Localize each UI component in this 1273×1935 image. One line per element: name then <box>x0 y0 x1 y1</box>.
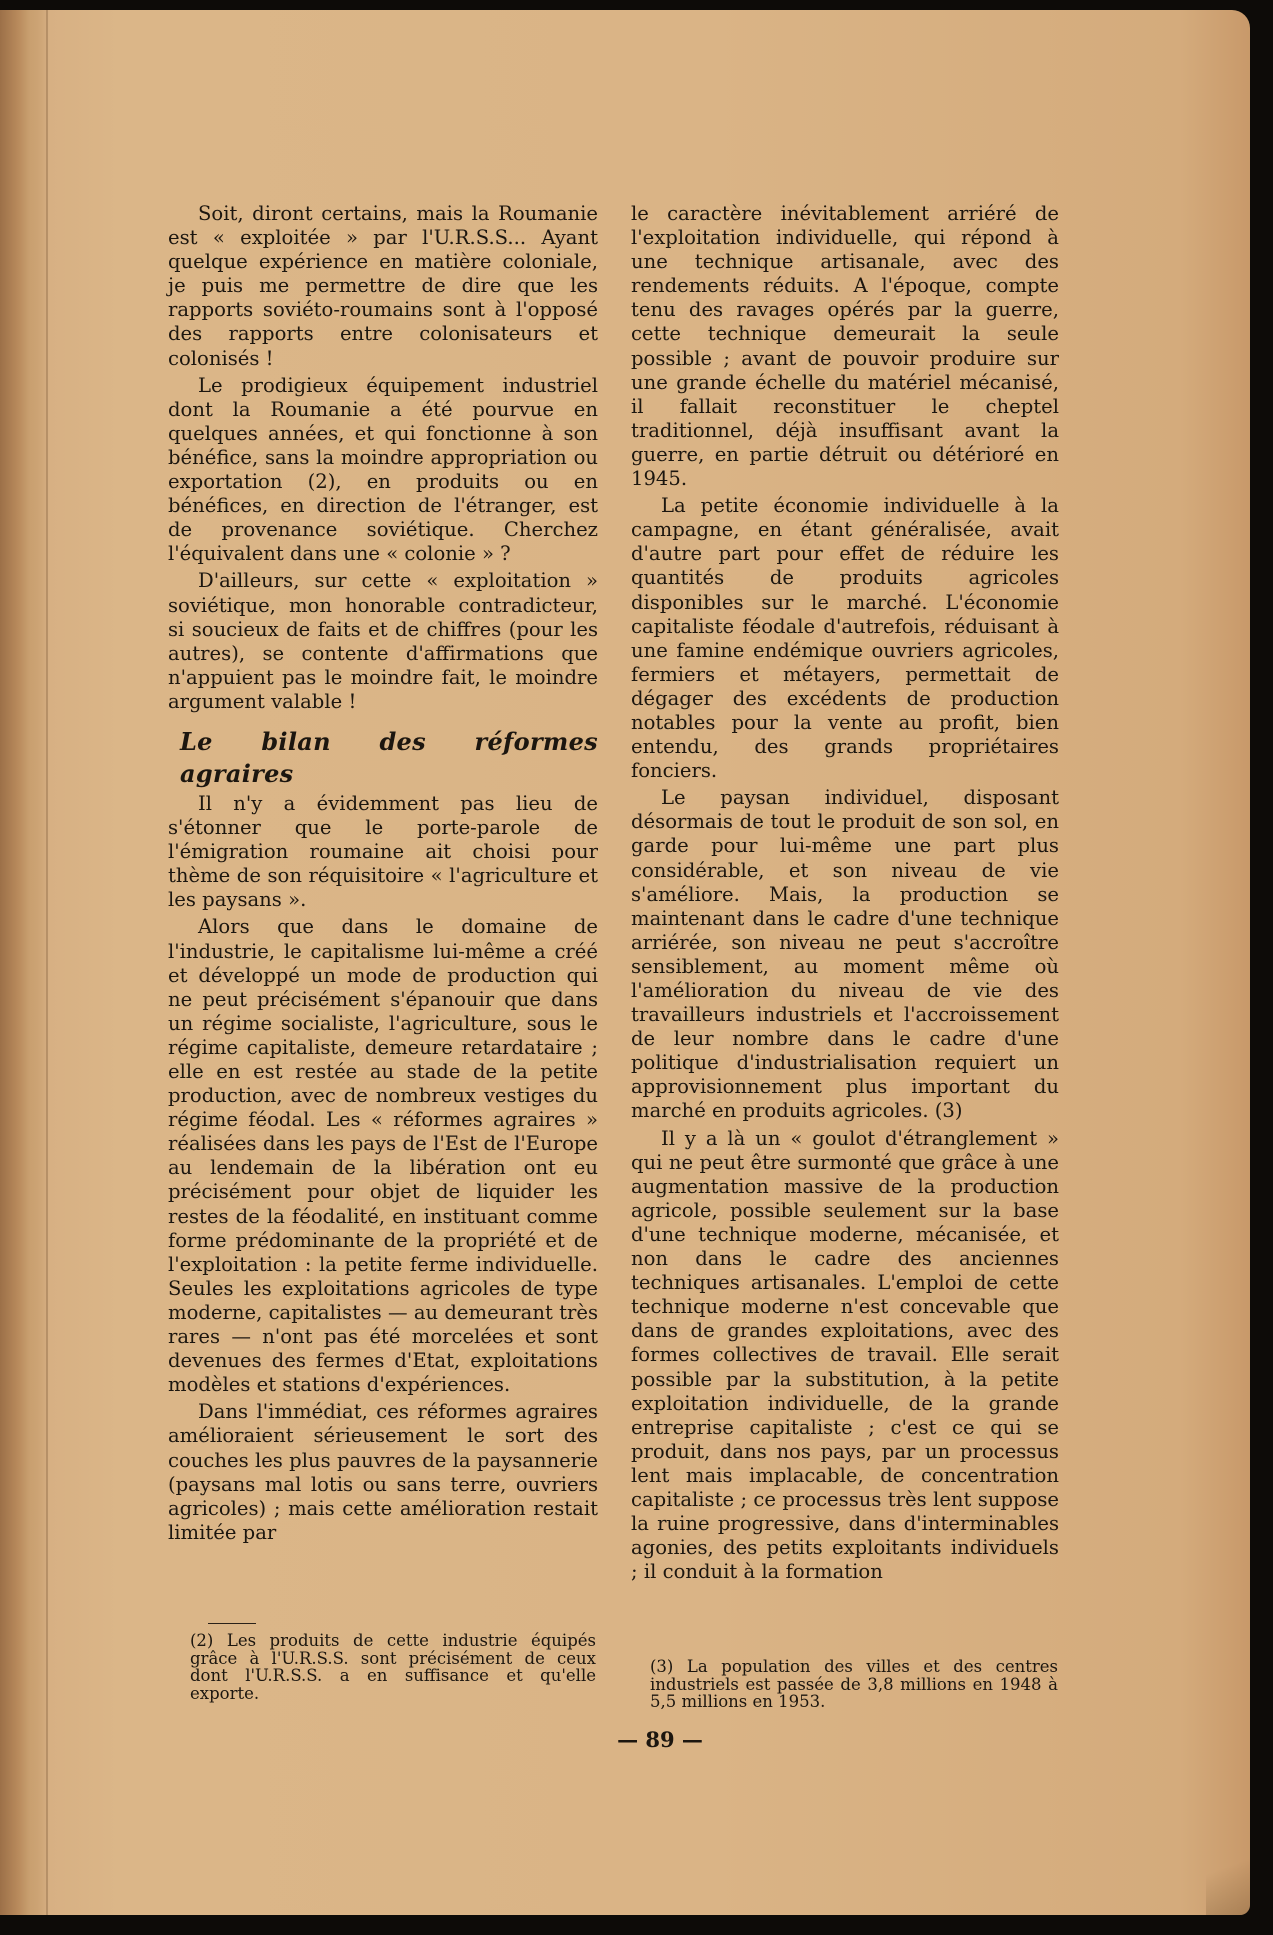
right-paragraph-2: La petite économie individuelle à la campagne, en étant généralisée, avait d'autre part pour effet de réduire les quantités de produits agricoles disponibles sur le marché. L'économie capitaliste féodale d'autrefois, réduisant à une famine endémique ouvriers agricoles, fermiers et métayers, permettait de dégager des excédents de production notables pour la vente au profit, bien entendu, des grands propriétaires fonciers. <box>631 494 1059 783</box>
page-gutter-shadow <box>0 10 50 1915</box>
left-paragraph-3: D'ailleurs, sur cette « exploitation » soviétique, mon honorable contradicteur, si soucieux de faits et de chiffres (pour les autres), se contente d'affirmations que n'appuient pas le moindre fait, le moindre argument valable ! <box>168 569 598 713</box>
right-paragraph-4: Il y a là un « goulot d'étranglement » qui ne peut être surmonté que grâce à une augmentation massive de la production agricole, possible seulement sur la base d'une technique moderne, mécanisée, et non dans le cadre des anciennes techniques artisanales. L'emploi de cette technique moderne n'est concevable que dans de grandes exploitations, avec des formes collectives de travail. Elle serait possible par la substitution, à la petite exploitation individuelle, de la grande entreprise capitaliste ; c'est ce qui se produit, dans nos pays, par un processus lent mais implacable, de concentration capitaliste ; ce processus très lent suppose la ruine progressive, dans d'interminables agonies, des petits exploitants individuels ; il conduit à la formation <box>631 1126 1059 1584</box>
page-number: — 89 — <box>617 1727 703 1752</box>
left-paragraph-6: Dans l'immédiat, ces réformes agraires amélioraient sérieusement le sort des couches les plus pauvres de la paysannerie (paysans mal lotis ou sans terre, ouvriers agricoles) ; mais cette amélioration restait limitée par <box>168 1400 598 1544</box>
right-paragraph-1: le caractère inévitablement arriéré de l'exploitation individuelle, qui répond à une technique artisanale, avec des rendements réduits. A l'époque, compte tenu des ravages opérés par la guerre, cette technique demeurait la seule possible ; avant de pouvoir produire sur une grande échelle du matériel mécanisé, il fallait reconstituer le cheptel traditionnel, déjà insuffisant avant la guerre, en partie détruit ou détérioré en 1945. <box>631 202 1059 491</box>
section-heading: Le bilan des réformes agraires <box>180 726 598 788</box>
left-paragraph-2: Le prodigieux équipement industriel dont la Roumanie a été pourvue en quelques années, et qui fonctionne à son bénéfice, sans la moindre appropriation ou exportation (2), en produits ou en bénéfices, en direction de l'étranger, est de provenance soviétique. Cherchez l'équivalent dans une « colonie » ? <box>168 373 598 566</box>
footnote-3: (3) La population des villes et des centres industriels est passée de 3,8 millions en 1948 à 5,5 millions en 1953. <box>650 1657 1058 1711</box>
right-column <box>631 202 1059 1587</box>
page-corner-crease <box>1206 1805 1250 1915</box>
left-column <box>168 202 598 1548</box>
left-paragraph-1: Soit, diront certains, mais la Roumanie est « exploitée » par l'U.R.S.S... Ayant quelque expérience en matière coloniale, je puis me permettre de dire que les rapports soviéto-roumains sont à l'opposé des rapports entre colonisateurs et colonisés ! <box>168 202 598 370</box>
left-paragraph-4: Il n'y a évidemment pas lieu de s'étonner que le porte-parole de l'émigration roumaine ait choisi pour thème de son réquisitoire « l'agriculture et les paysans ». <box>168 791 598 912</box>
footnote-divider <box>208 1623 256 1624</box>
right-paragraph-3: Le paysan individuel, disposant désormais de tout le produit de son sol, en garde pour lui-même une part plus considérable, et son niveau de vie s'améliore. Mais, la production se maintenant dans le cadre d'une technique arriérée, son niveau ne peut s'accroître sensiblement, au moment même où l'amélioration du niveau de vie des travailleurs industriels et l'accroissement de leur nombre dans le cadre d'une politique d'industrialisation requiert un approvisionnement plus important du marché en produits agricoles. (3) <box>631 786 1059 1123</box>
footnote-2: (2) Les produits de cette industrie équipés grâce à l'U.R.S.S. sont précisément de ceux dont l'U.R.S.S. a en suffisance et qu'elle exporte. <box>190 1631 596 1703</box>
book-page <box>0 10 1250 1915</box>
binding-fold <box>46 10 48 1915</box>
left-paragraph-5: Alors que dans le domaine de l'industrie, le capitalisme lui-même a créé et développé un mode de production qui ne peut précisément s'épanouir que dans un régime socialiste, l'agriculture, sous le régime capitaliste, demeure retardataire ; elle en est restée au stade de la petite production, avec de nombreux vestiges du régime féodal. Les « réformes agraires » réalisées dans les pays de l'Est de l'Europe au lendemain de la libération ont eu précisément pour objet de liquider les restes de la féodalité, en instituant comme forme prédominante de la propriété et de l'exploitation : la petite ferme individuelle. Seules les exploitations agricoles de type moderne, capitalistes — au demeurant très rares — n'ont pas été morcelées et sont devenues des fermes d'Etat, exploitations modèles et stations d'expériences. <box>168 915 598 1397</box>
